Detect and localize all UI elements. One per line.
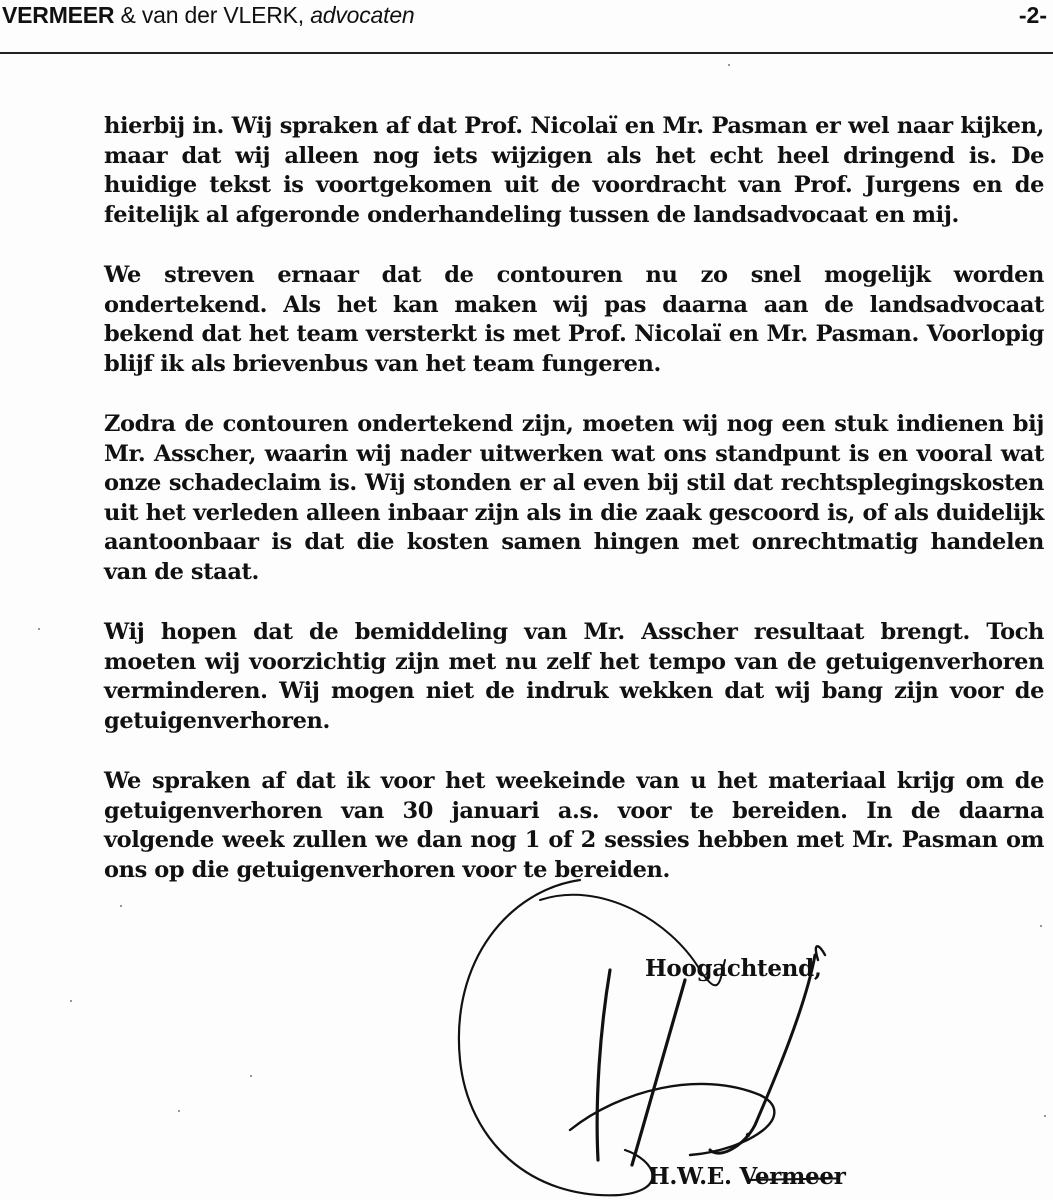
- firm-name-italic: advocaten: [310, 2, 415, 28]
- scan-speck: [250, 1075, 252, 1077]
- paragraph-2: We streven ernaar dat de contouren nu zo snel mogelijk worden ondertekend. Als het kan maken wij pas daarna aan de landsadvocaat bekend dat het team versterkt is met Prof. Nicolaï en Mr. Pasman. Voorlopig blijf ik als brievenbus van het team fungeren.: [104, 262, 1044, 377]
- scan-speck: [728, 64, 730, 66]
- scan-speck: [70, 1000, 72, 1002]
- firm-name-amp: &: [114, 2, 142, 28]
- letterhead: [0, 0, 1053, 52]
- paragraph-5: We spraken af dat ik voor het weekeinde van u het materiaal krijg om de getuigenverhoren van 30 januari a.s. voor te bereiden. In de daarna volgende week zullen we dan nog 1 of 2 sessies hebben met Mr. Pasman om ons op die getuigenverhoren voor te bereiden.: [104, 768, 1044, 883]
- scan-speck: [120, 905, 122, 907]
- paragraph-1: hierbij in. Wij spraken af dat Prof. Nicolaï en Mr. Pasman er wel naar kijken, maar dat wij alleen nog iets wijzigen als het echt heel dringend is. De huidige tekst is voortgekomen uit de voordracht van Prof. Jurgens en de feitelijk al afgeronde onderhandeling tussen de landsadvocaat en mij.: [104, 113, 1044, 228]
- paragraph-4: Wij hopen dat de bemiddeling van Mr. Asscher resultaat brengt. Toch moeten wij voorzichtig zijn met nu zelf het tempo van de getuigenverhoren verminderen. Wij mogen niet de indruk wekken dat wij bang zijn voor de getuigenverhoren.: [104, 619, 1044, 734]
- firm-name: [2, 2, 415, 29]
- page-number: -2-: [1018, 2, 1047, 28]
- signatory-name: H.W.E. Vermeer: [648, 1163, 846, 1190]
- scan-speck: [1040, 925, 1042, 927]
- header-rule: [0, 52, 1053, 54]
- paragraph-3: Zodra de contouren ondertekend zijn, moeten wij nog een stuk indienen bij Mr. Asscher, waarin wij nader uitwerken wat ons standpunt is en vooral wat onze schadeclaim is. Wij stonden er al even bij stil dat rechtsplegingskosten uit het verleden alleen inbaar zijn als in die zaak gescoord is, of als duidelijk aantoonbaar is dat die kosten samen hingen met onrechtmatig handelen van de staat.: [104, 411, 1044, 585]
- scan-speck: [178, 1110, 180, 1112]
- scan-speck: [38, 628, 40, 630]
- letter-body: [104, 112, 1044, 916]
- closing-salutation: Hoogachtend,: [645, 955, 822, 982]
- firm-name-rest: van der VLERK,: [141, 2, 311, 28]
- scan-speck: [1044, 1115, 1046, 1117]
- firm-name-bold: VERMEER: [2, 2, 115, 28]
